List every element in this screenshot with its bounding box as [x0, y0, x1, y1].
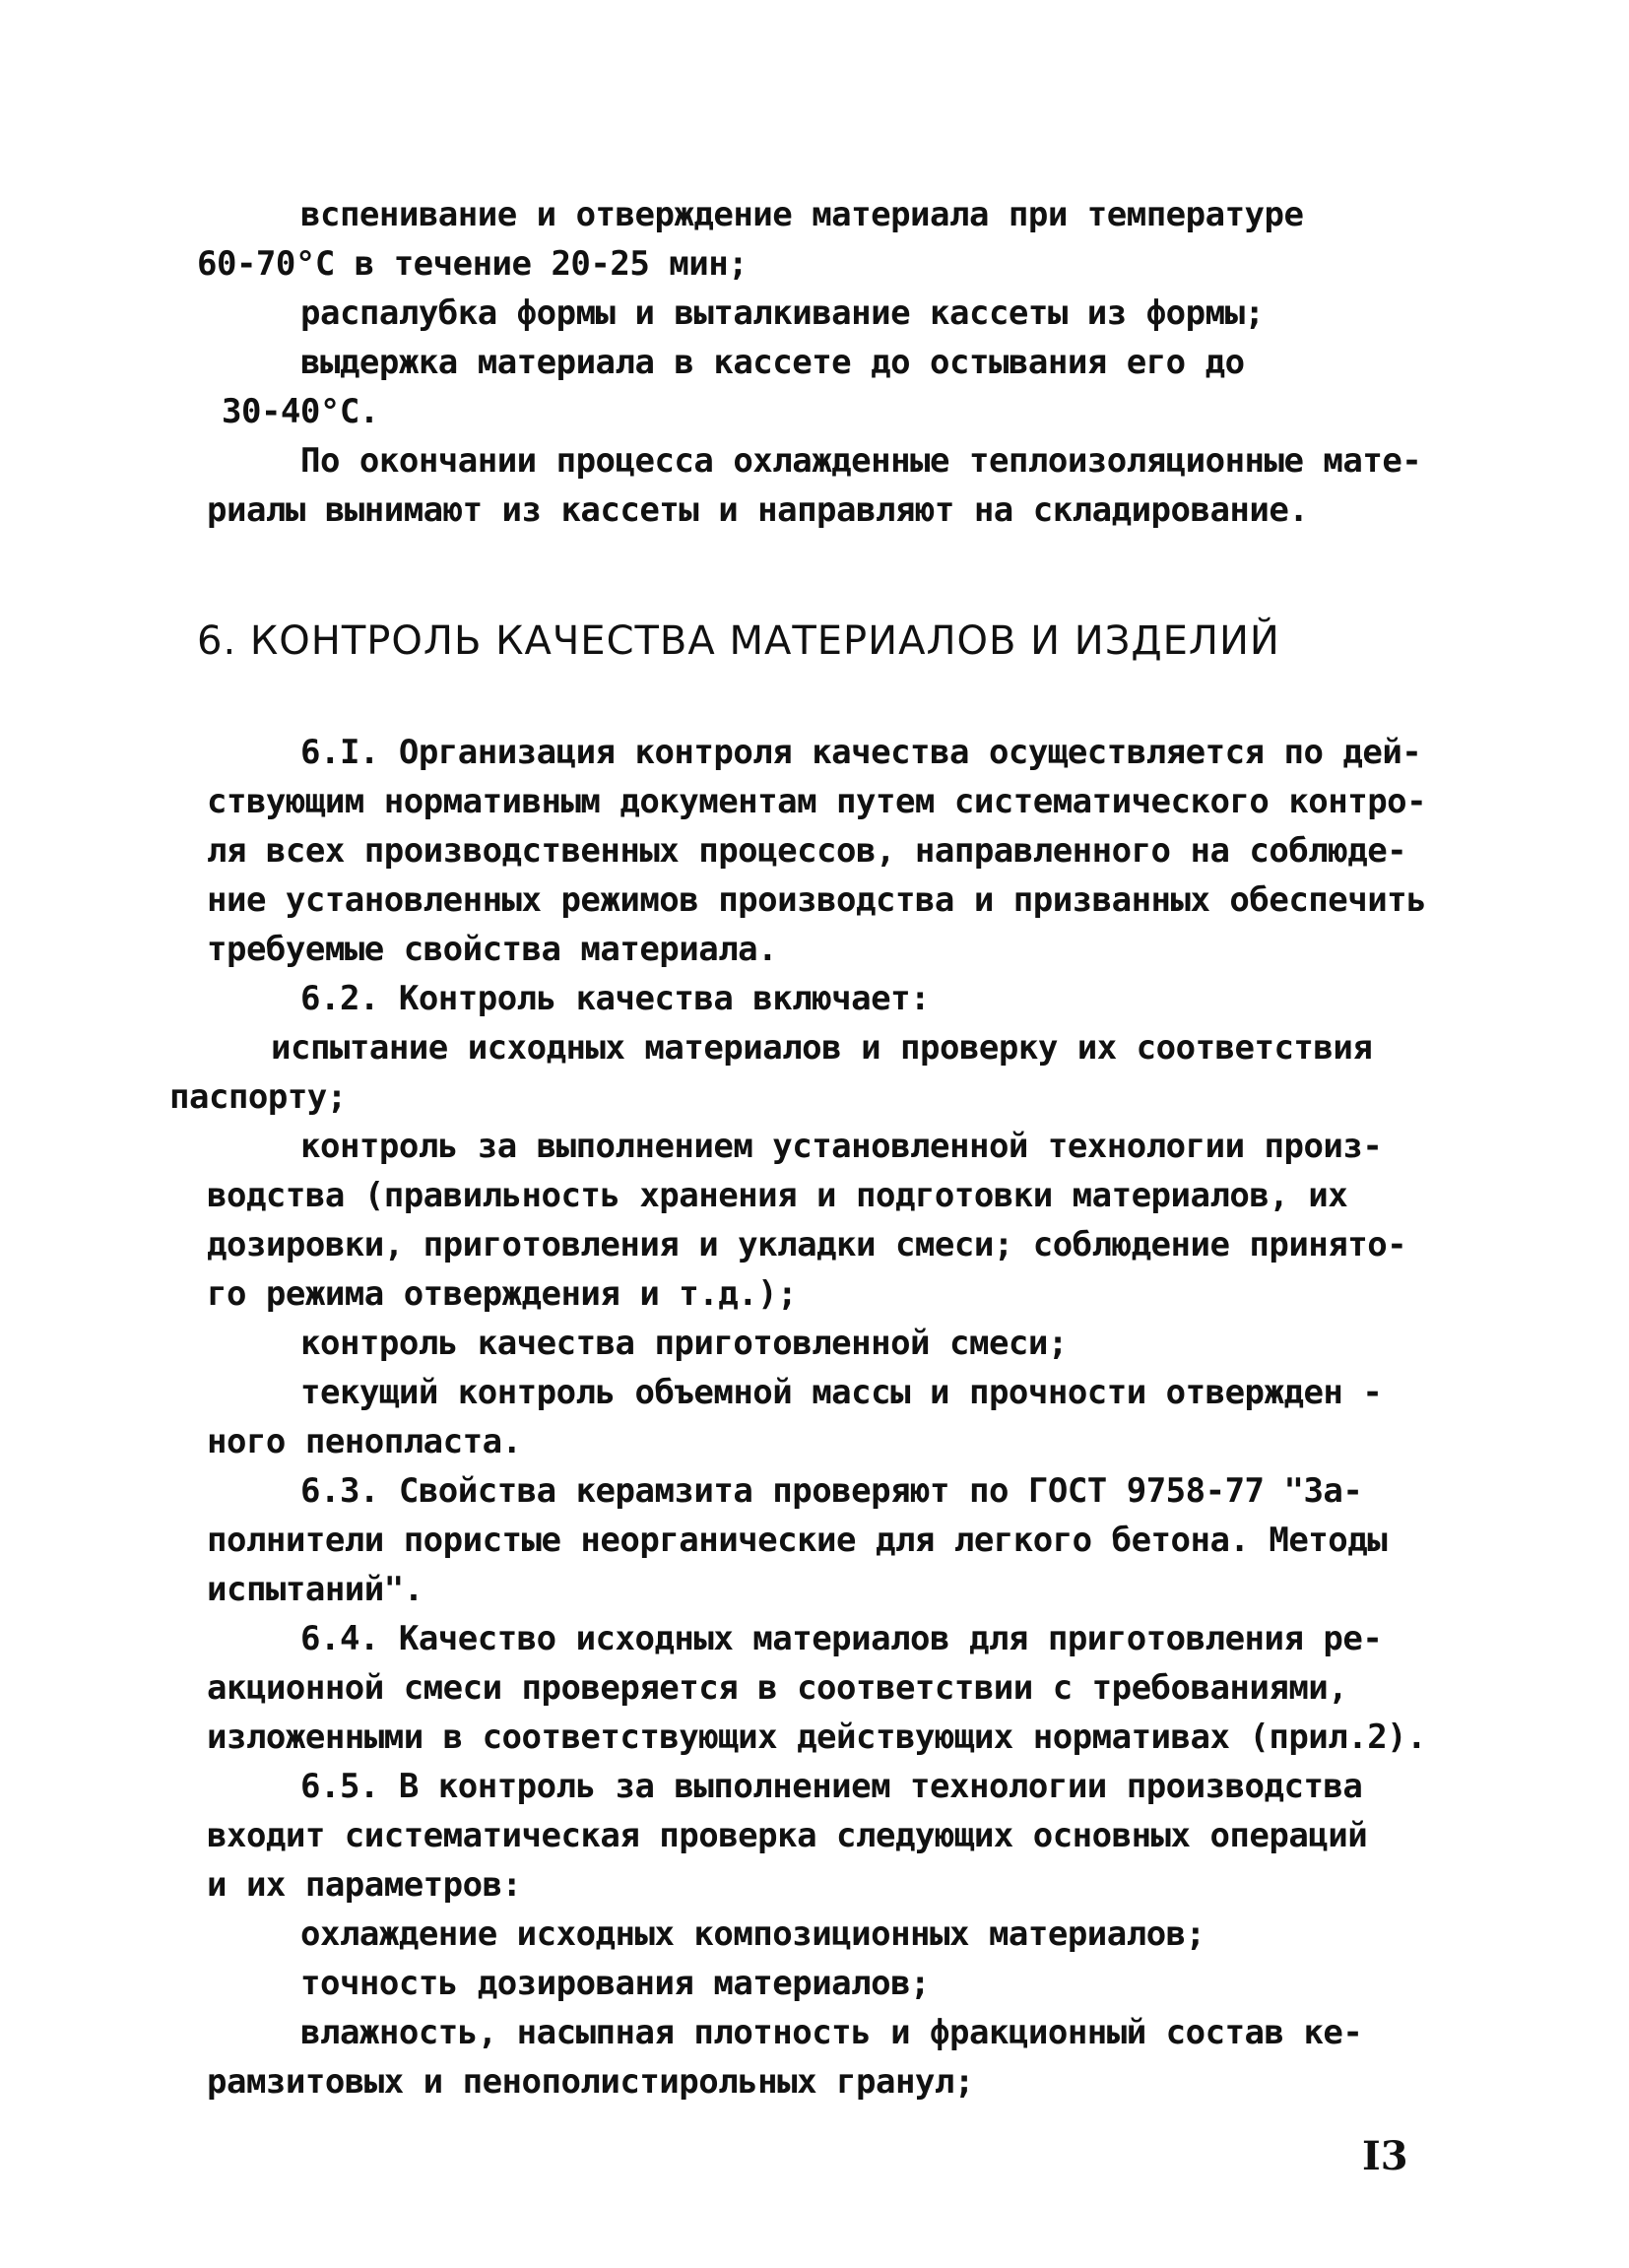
text-line: 6.4. Качество исходных материалов для приготовления ре- — [300, 1619, 1383, 1658]
text-line: изложенными в соответствующих действующих нормативах (прил.2). — [207, 1717, 1427, 1757]
text-line: контроль за выполнением установленной технологии произ- — [300, 1127, 1383, 1166]
text-line: входит систематическая проверка следующих основных операций — [207, 1816, 1368, 1855]
text-line: паспорту; — [169, 1077, 347, 1117]
text-line: риалы вынимают из кассеты и направляют на складирование. — [207, 490, 1309, 530]
text-line: охлаждение исходных композиционных материалов; — [300, 1914, 1205, 1954]
text-line: испытаний". — [207, 1570, 424, 1609]
text-line: ние установленных режимов производства и призванных обеспечить — [207, 880, 1427, 920]
text-line: полнители пористые неорганические для легкого бетона. Методы — [207, 1521, 1388, 1560]
text-line: акционной смеси проверяется в соответствии с требованиями, — [207, 1668, 1348, 1708]
text-line: 6.3. Свойства керамзита проверяют по ГОСТ 9758-77 "За- — [300, 1471, 1363, 1511]
text-line: го режима отверждения и т.д.); — [207, 1274, 798, 1314]
text-line: ного пенопласта. — [207, 1422, 522, 1461]
text-line: 30-40°С. — [222, 392, 379, 431]
text-line: ля всех производственных процессов, направленного на соблюде- — [207, 831, 1407, 871]
text-line: дозировки, приготовления и укладки смеси; соблюдение принято- — [207, 1225, 1407, 1264]
text-line: водства (правильность хранения и подготовки материалов, их — [207, 1176, 1348, 1215]
text-line: 60-70°С в течение 20-25 мин; — [197, 244, 749, 284]
text-line: выдержка материала в кассете до остывания его до — [300, 343, 1245, 382]
text-line: ствующим нормативным документам путем систематического контро- — [207, 782, 1427, 821]
text-line: вспенивание и отверждение материала при температуре — [300, 195, 1304, 234]
text-line: и их параметров: — [207, 1865, 522, 1905]
text-line: контроль качества приготовленной смеси; — [300, 1324, 1068, 1363]
text-line: распалубка формы и выталкивание кассеты из формы; — [300, 293, 1265, 333]
text-line: испытание исходных материалов и проверку их соответствия — [271, 1028, 1373, 1068]
text-line: 6.2. Контроль качества включает: — [300, 979, 931, 1018]
text-line: влажность, насыпная плотность и фракционный состав ке- — [300, 2013, 1363, 2052]
text-line: требуемые свойства материала. — [207, 930, 778, 969]
text-line: 6.5. В контроль за выполнением технологии производства — [300, 1767, 1363, 1806]
text-line: текущий контроль объемной массы и прочности отвержден - — [300, 1373, 1383, 1412]
page-number: I3 — [1362, 2133, 1408, 2179]
text-line: По окончании процесса охлажденные теплоизоляционные мате- — [300, 441, 1422, 481]
text-line: точность дозирования материалов; — [300, 1964, 931, 2003]
text-line: рамзитовых и пенополистирольных гранул; — [207, 2062, 974, 2102]
section-heading: 6. КОНТРОЛЬ КАЧЕСТВА МАТЕРИАЛОВ И ИЗДЕЛИЙ — [197, 618, 1280, 664]
text-line: 6.I. Организация контроля качества осуществляется по дей- — [300, 733, 1422, 772]
